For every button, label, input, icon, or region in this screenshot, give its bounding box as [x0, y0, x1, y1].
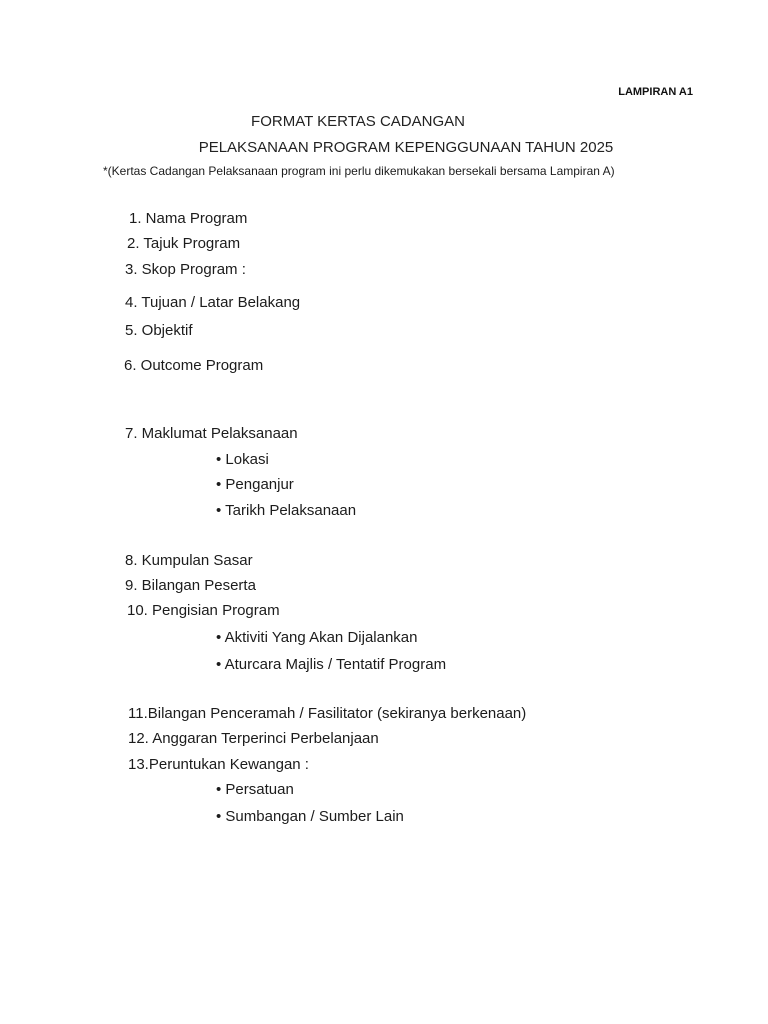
bullet-item: • Persatuan: [216, 781, 294, 798]
list-item: 5. Objektif: [125, 322, 193, 339]
bullet-item: • Lokasi: [216, 451, 269, 468]
list-item: 13.Peruntukan Kewangan :: [128, 756, 309, 773]
list-item: 2. Tajuk Program: [127, 235, 241, 252]
bullet-item: • Tarikh Pelaksanaan: [216, 502, 357, 519]
title-line-2: PELAKSANAAN PROGRAM KEPENGGUNAAN TAHUN 2025: [198, 139, 614, 156]
note: *(Kertas Cadangan Pelaksanaan program ini perlu dikemukakan bersekali bersama Lampiran A): [103, 164, 615, 178]
list-item: 4. Tujuan / Latar Belakang: [125, 294, 301, 311]
bullet-item: • Penganjur: [216, 476, 294, 493]
list-item: 3. Skop Program :: [125, 261, 246, 278]
list-item: 7. Maklumat Pelaksanaan: [125, 425, 298, 442]
bullet-item: • Sumbangan / Sumber Lain: [216, 808, 404, 825]
list-item: 8. Kumpulan Sasar: [125, 552, 253, 569]
list-item: 11.Bilangan Penceramah / Fasilitator (sekiranya berkenaan): [128, 705, 527, 722]
list-item: 6. Outcome Program: [124, 357, 264, 374]
annex-label: LAMPIRAN A1: [618, 86, 693, 98]
bullet-item: • Aktiviti Yang Akan Dijalankan: [216, 629, 418, 646]
bullet-item: • Aturcara Majlis / Tentatif Program: [216, 656, 447, 673]
title-line-1: FORMAT KERTAS CADANGAN: [251, 113, 465, 130]
list-item: 1. Nama Program: [129, 210, 248, 227]
list-item: 12. Anggaran Terperinci Perbelanjaan: [128, 730, 379, 747]
list-item: 10. Pengisian Program: [127, 602, 280, 619]
list-item: 9. Bilangan Peserta: [125, 577, 256, 594]
